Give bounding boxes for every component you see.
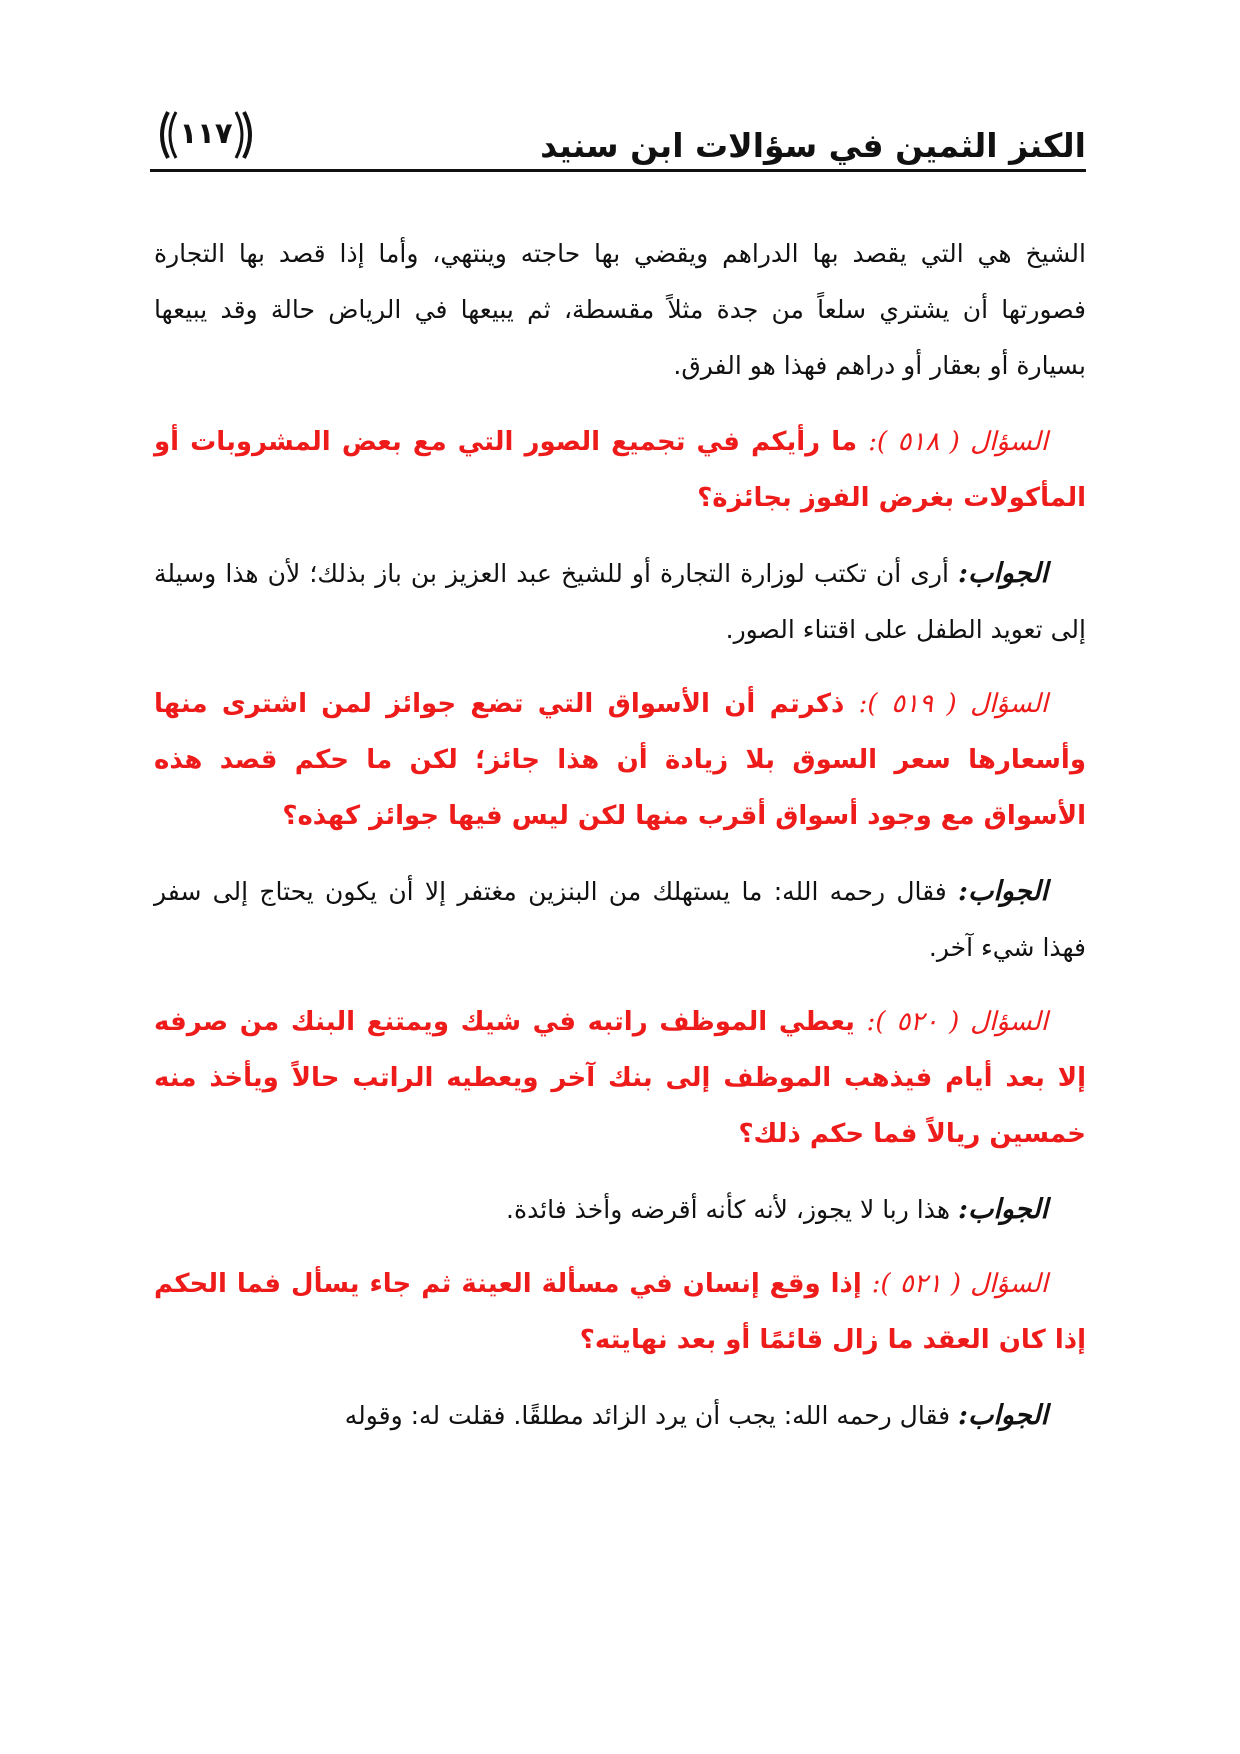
answer-518 <box>154 546 1086 658</box>
question-519 <box>154 676 1086 844</box>
question-520 <box>154 994 1086 1162</box>
page-number: ١١٧ <box>179 116 233 150</box>
question-label: السؤال ( ٥٢٠ ): <box>866 1007 1048 1037</box>
question-text: يعطي الموظف راتبه في شيك ويمتنع البنك من صرفه إلا بعد أيام فيذهب الموظف إلى بنك آخر ويعطيه الراتب حالاً ويأخذ منه خمسين ريالاً فما حكم ذلك؟ <box>154 1007 1086 1149</box>
answer-520 <box>154 1182 1086 1238</box>
question-521 <box>154 1256 1086 1368</box>
page-header <box>150 104 1086 172</box>
answer-521 <box>154 1388 1086 1444</box>
question-518 <box>154 414 1086 526</box>
answer-text: فقال رحمه الله: يجب أن يرد الزائد مطلقًا. فقلت له: وقوله <box>344 1401 951 1430</box>
page-number-badge <box>154 108 258 162</box>
answer-label: الجواب: <box>958 558 1048 589</box>
answer-text: هذا ربا لا يجوز، لأنه كأنه أقرضه وأخذ فائدة. <box>506 1195 951 1224</box>
question-text: إذا وقع إنسان في مسألة العينة ثم جاء يسأل فما الحكم إذا كان العقد ما زال قائمًا أو بعد نهايته؟ <box>154 1269 1086 1355</box>
answer-text: فقال رحمه الله: ما يستهلك من البنزين مغتفر إلا أن يكون يحتاج إلى سفر فهذا شيء آخر. <box>154 877 1086 962</box>
question-label: السؤال ( ٥١٨ ): <box>868 427 1048 457</box>
question-text: ما رأيكم في تجميع الصور التي مع بعض المشروبات أو المأكولات بغرض الفوز بجائزة؟ <box>154 427 1086 513</box>
answer-label: الجواب: <box>958 1194 1048 1225</box>
answer-label: الجواب: <box>958 1400 1048 1431</box>
question-label: السؤال ( ٥٢١ ): <box>871 1269 1049 1299</box>
header-divider <box>150 169 1086 172</box>
answer-519 <box>154 864 1086 976</box>
question-label: السؤال ( ٥١٩ ): <box>858 689 1048 719</box>
answer-text: أرى أن تكتب لوزارة التجارة أو للشيخ عبد العزيز بن باز بذلك؛ لأن هذا وسيلة إلى تعويد الطفل على اقتناء الصور. <box>154 559 1086 644</box>
book-title: الكنز الثمين في سؤالات ابن سنيد <box>540 126 1086 165</box>
intro-paragraph: الشيخ هي التي يقصد بها الدراهم ويقضي بها حاجته وينتهي، وأما إذا قصد بها التجارة فصورتها أن يشتري سلعاً من جدة مثلاً مقسطة، ثم يبيعها في الرياض حالة وقد يبيعها بسيارة أو بعقار أو دراهم فهذا هو الفرق. <box>154 239 1086 380</box>
question-text: ذكرتم أن الأسواق التي تضع جوائز لمن اشترى منها وأسعارها سعر السوق بلا زيادة أن هذا جائز؛ لكن ما حكم قصد هذه الأسواق مع وجود أسواق أقرب منها لكن ليس فيها جوائز كهذه؟ <box>154 689 1086 831</box>
page-body <box>154 226 1086 1462</box>
answer-label: الجواب: <box>958 876 1048 907</box>
